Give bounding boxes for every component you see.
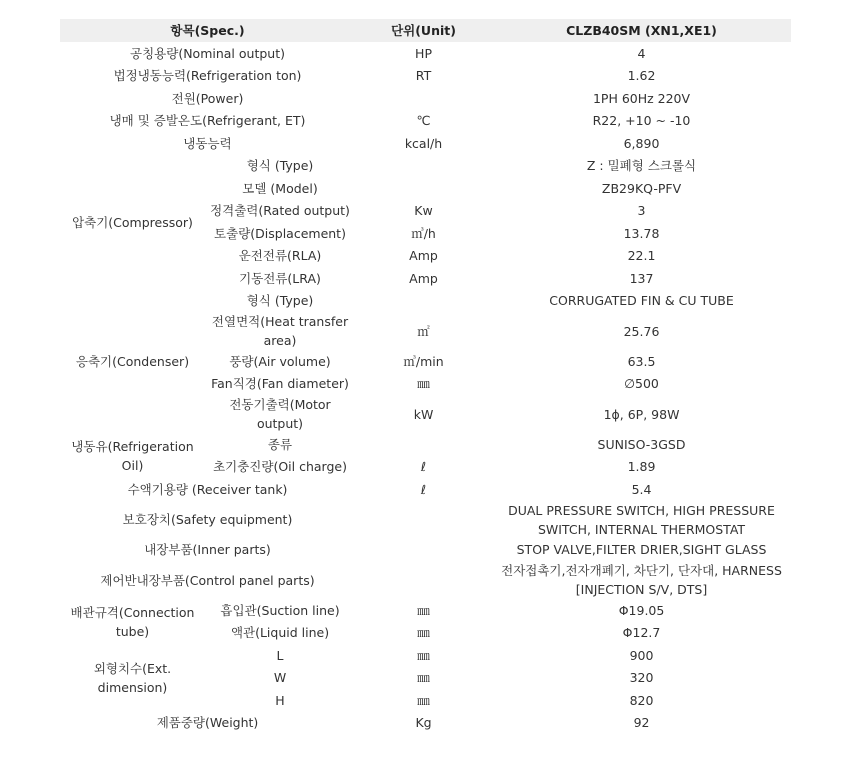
row-value: Φ12.7 xyxy=(622,625,661,641)
row-unit: ㎜ xyxy=(417,647,430,663)
row-value: 63.5 xyxy=(627,353,656,369)
row-label: 보호장치(Safety equipment) xyxy=(122,512,293,527)
row-label: 초기충진량(Oil charge) xyxy=(213,459,347,475)
row-label: Fan직경(Fan diameter) xyxy=(211,376,349,392)
table-row xyxy=(60,501,791,539)
row-unit: ㎜ xyxy=(417,692,430,708)
row-unit: ㎡ xyxy=(417,323,430,339)
row-value: STOP VALVE,FILTER DRIER,SIGHT GLASS xyxy=(516,542,767,558)
row-unit: HP xyxy=(415,45,432,61)
row-label: 종류 xyxy=(267,436,293,452)
row-value: 1.89 xyxy=(627,459,656,475)
table-row xyxy=(60,599,791,622)
row-value: 1ϕ, 6P, 98W xyxy=(603,406,680,422)
row-label: 흡입관(Suction line) xyxy=(220,602,340,618)
row-unit: ㎜ xyxy=(417,625,430,641)
table-row xyxy=(60,433,791,456)
row-value: 6,890 xyxy=(623,135,660,151)
row-value: SUNISO-3GSD xyxy=(597,436,686,452)
row-unit: ㎥/h xyxy=(411,225,436,241)
row-unit: ℓ xyxy=(420,481,427,497)
spec-table-wrapper xyxy=(60,19,791,734)
table-row xyxy=(60,155,791,178)
row-label: 토출량(Displacement) xyxy=(214,225,346,241)
row-label: 풍량(Air volume) xyxy=(229,353,331,369)
table-row xyxy=(60,644,791,667)
row-label: 정격출력(Rated output) xyxy=(210,203,350,219)
row-unit: Amp xyxy=(409,248,438,264)
row-unit xyxy=(355,539,492,562)
row-value: 4 xyxy=(637,45,646,61)
row-value: 1PH 60Hz 220V xyxy=(592,90,691,106)
row-value: ZB29KQ-PFV xyxy=(601,180,682,196)
row-label: W xyxy=(273,670,287,686)
row-unit: ℓ xyxy=(420,459,427,475)
table-row xyxy=(60,712,791,735)
row-unit xyxy=(355,155,492,178)
row-label: 기동전류(LRA) xyxy=(239,270,321,286)
header-model: CLZB40SM (XN1,XE1) xyxy=(492,19,791,42)
spec-table xyxy=(60,19,791,734)
group-label-piping: 배관규격(Connection tube) xyxy=(70,604,195,639)
row-value: 137 xyxy=(629,270,654,286)
row-label: 형식 (Type) xyxy=(246,293,314,309)
table-header-row xyxy=(60,19,791,42)
row-unit: ㎜ xyxy=(417,376,430,392)
row-label: 액관(Liquid line) xyxy=(230,625,330,641)
row-label: 운전전류(RLA) xyxy=(238,248,322,264)
row-label: 공칭용량(Nominal output) xyxy=(130,45,285,61)
table-row xyxy=(60,478,791,501)
row-unit xyxy=(355,561,492,599)
row-unit: ㎜ xyxy=(417,602,430,618)
row-value: 1.62 xyxy=(627,68,656,84)
row-unit: kW xyxy=(413,406,434,422)
row-unit: ㎥/min xyxy=(403,353,444,369)
row-value: 5.4 xyxy=(631,481,652,497)
table-row xyxy=(60,42,791,65)
row-label: 제품중량(Weight) xyxy=(156,715,259,731)
row-unit xyxy=(355,433,492,456)
header-unit: 단위(Unit) xyxy=(355,19,492,42)
row-value: Φ19.05 xyxy=(618,602,665,618)
row-label: 법정냉동능력(Refrigeration ton) xyxy=(113,68,302,84)
row-label: 제어반내장부품(Control panel parts) xyxy=(100,572,315,588)
table-row xyxy=(60,65,791,88)
row-unit: Kw xyxy=(414,203,433,219)
row-value: R22, +10 ~ -10 xyxy=(592,113,691,129)
table-row xyxy=(60,110,791,133)
group-label-compressor: 압축기(Compressor) xyxy=(72,214,193,230)
row-unit: kcal/h xyxy=(404,135,443,151)
row-unit: RT xyxy=(415,68,432,84)
row-label: 내장부품(Inner parts) xyxy=(144,542,271,558)
row-unit: Kg xyxy=(415,715,432,731)
row-label: L xyxy=(276,647,284,663)
row-value: 320 xyxy=(629,670,654,686)
row-value: Z : 밀폐형 스크롤식 xyxy=(586,158,697,174)
table-row xyxy=(60,87,791,110)
row-value: CORRUGATED FIN & CU TUBE xyxy=(549,293,734,309)
row-label: H xyxy=(275,692,285,708)
row-label: 전열면적(Heat transfer area) xyxy=(211,314,349,348)
row-unit xyxy=(355,501,492,539)
row-unit xyxy=(355,87,492,110)
row-unit: ㎜ xyxy=(417,670,430,686)
row-unit: Amp xyxy=(409,270,438,286)
row-label: 수액기용량 (Receiver tank) xyxy=(127,481,288,497)
header-spec: 항목(Spec.) xyxy=(60,19,355,42)
row-value: 3 xyxy=(637,203,646,219)
row-value: 22.1 xyxy=(627,248,656,264)
table-row xyxy=(60,290,791,313)
row-value: DUAL PRESSURE SWITCH, HIGH PRESSURE SWITCH, INTERNAL THERMOSTAT xyxy=(508,502,775,537)
table-row xyxy=(60,539,791,562)
row-value: 13.78 xyxy=(623,225,660,241)
row-unit: ℃ xyxy=(416,113,431,129)
row-value: 820 xyxy=(629,692,654,708)
group-label-dimension: 외형치수(Ext. dimension) xyxy=(93,660,172,695)
row-value: 92 xyxy=(633,715,650,731)
row-value: ∅500 xyxy=(624,376,659,392)
row-unit xyxy=(355,290,492,313)
group-label-oil: 냉동유(Refrigeration Oil) xyxy=(71,438,194,473)
row-label: 냉매 및 증발온도(Refrigerant, ET) xyxy=(109,113,306,129)
row-value: 900 xyxy=(629,647,654,663)
table-row xyxy=(60,132,791,155)
row-label: 모델 (Model) xyxy=(242,180,318,196)
row-label: 전원(Power) xyxy=(171,90,244,106)
row-label: 형식 (Type) xyxy=(246,158,314,174)
row-unit xyxy=(355,177,492,200)
row-label: 전동기출력(Motor output) xyxy=(229,397,331,431)
group-label-condenser: 응축기(Condenser) xyxy=(75,353,190,369)
row-value: 전자접촉기,전자개폐기, 차단기, 단자대, HARNESS [INJECTION S/V, DTS] xyxy=(501,563,782,597)
row-value: 25.76 xyxy=(623,323,660,339)
table-row xyxy=(60,561,791,599)
row-label: 냉동능력 xyxy=(183,135,232,151)
